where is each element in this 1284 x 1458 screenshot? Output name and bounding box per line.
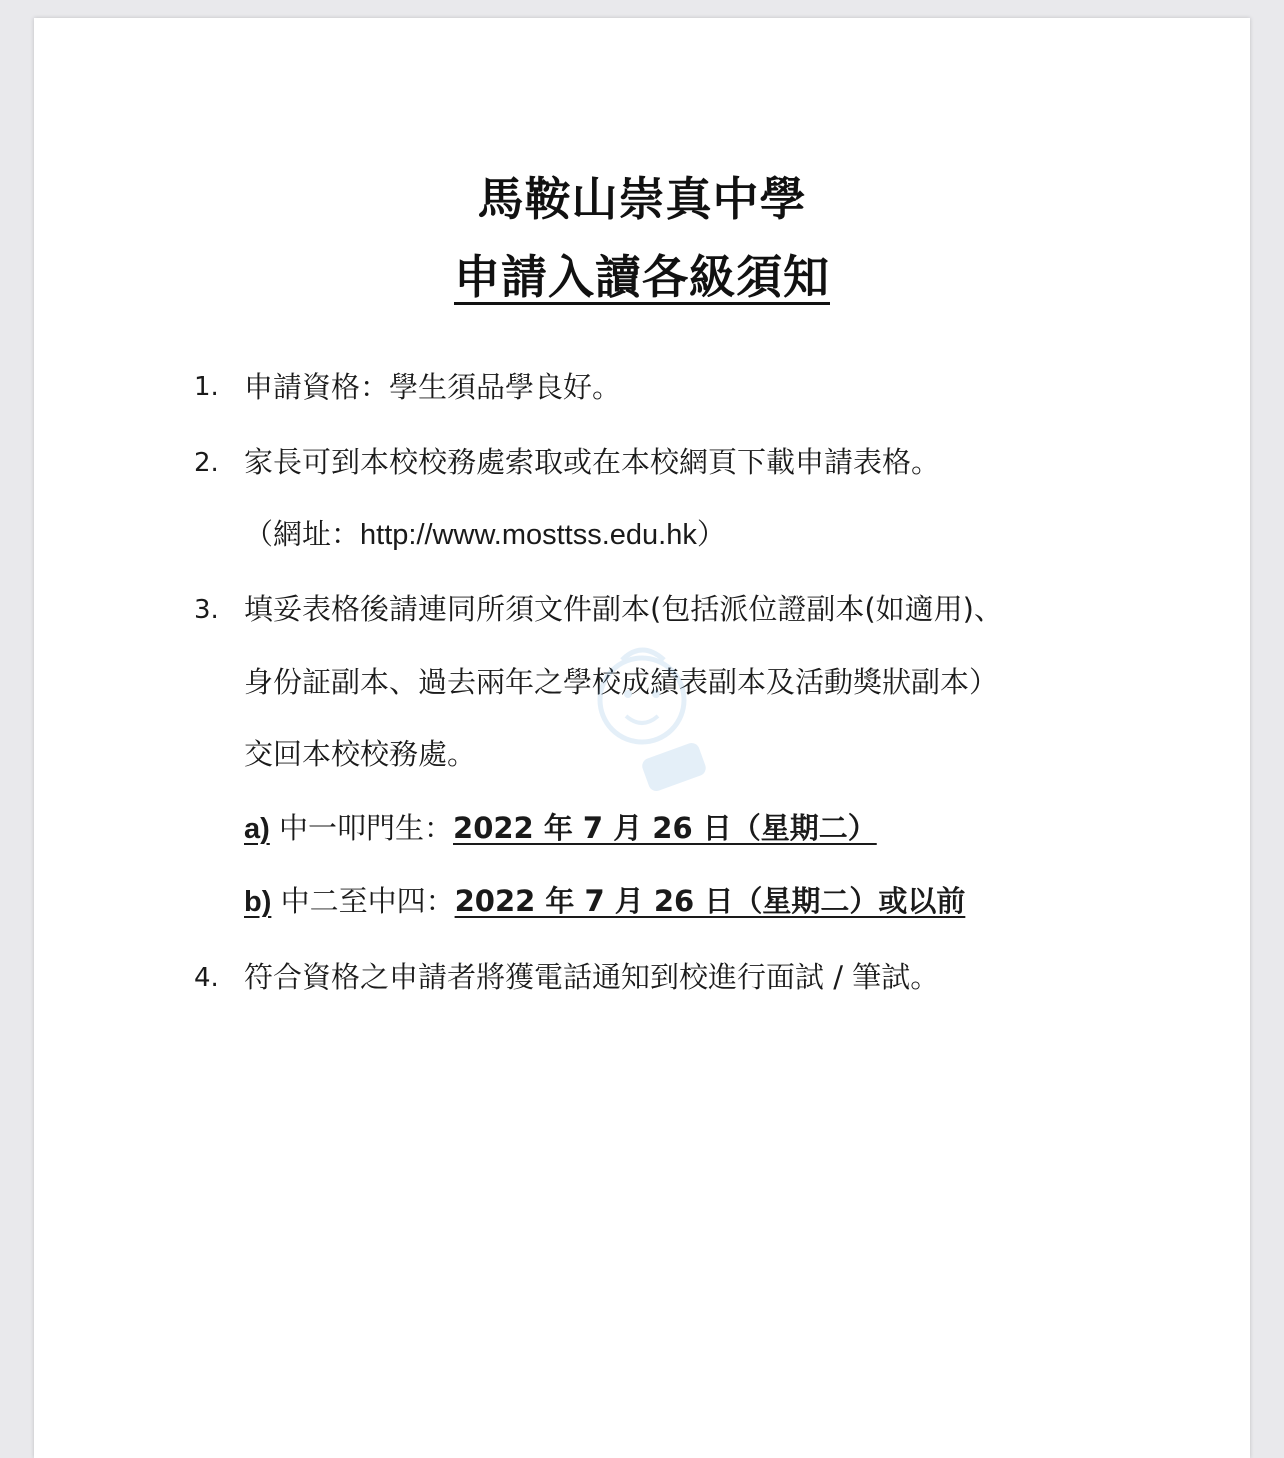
item-3-text-line-3: 交回本校校務處。 xyxy=(244,737,477,771)
item-3-text-line-1: 填妥表格後請連同所須文件副本(包括派位證副本(如適用)、 xyxy=(244,592,1003,626)
item-3-number: 3. xyxy=(194,595,219,625)
notice-title xyxy=(34,250,1250,304)
url-prefix: （網址： xyxy=(244,517,361,551)
item-2-number: 2. xyxy=(194,448,219,478)
document-page xyxy=(34,18,1250,1458)
subitem-a-date: 2022 年 7 月 26 日（星期二） xyxy=(453,811,877,845)
item-2-text: 家長可到本校校務處索取或在本校網頁下載申請表格。 xyxy=(244,445,941,479)
subitem-b-date: 2022 年 7 月 26 日（星期二）或以前 xyxy=(454,884,966,918)
watermark-logo-icon xyxy=(582,630,732,810)
url-suffix: ） xyxy=(696,517,726,551)
subitem-b-label: b) xyxy=(244,886,272,918)
subitem-a xyxy=(244,811,877,845)
item-3-text-line-2: 身份証副本、過去兩年之學校成績表副本及活動獎狀副本） xyxy=(244,665,999,699)
item-1-text: 申請資格：學生須品學良好。 xyxy=(244,370,622,404)
item-2-url-line xyxy=(244,517,726,551)
item-1-number: 1. xyxy=(194,372,219,402)
school-website-url[interactable]: http://www.mosttss.edu.hk xyxy=(360,519,697,551)
subitem-b-text: 中二至中四： xyxy=(271,884,455,918)
item-4-text: 符合資格之申請者將獲電話通知到校進行面試 / 筆試。 xyxy=(244,960,940,994)
subitem-b xyxy=(244,884,966,918)
notice-title-text: 申請入讀各級須知 xyxy=(454,250,830,304)
item-4-number: 4. xyxy=(194,963,219,993)
subitem-a-label: a) xyxy=(244,813,270,845)
subitem-a-text: 中一叩門生： xyxy=(269,811,454,845)
school-name-title: 馬鞍山崇真中學 xyxy=(477,172,807,226)
